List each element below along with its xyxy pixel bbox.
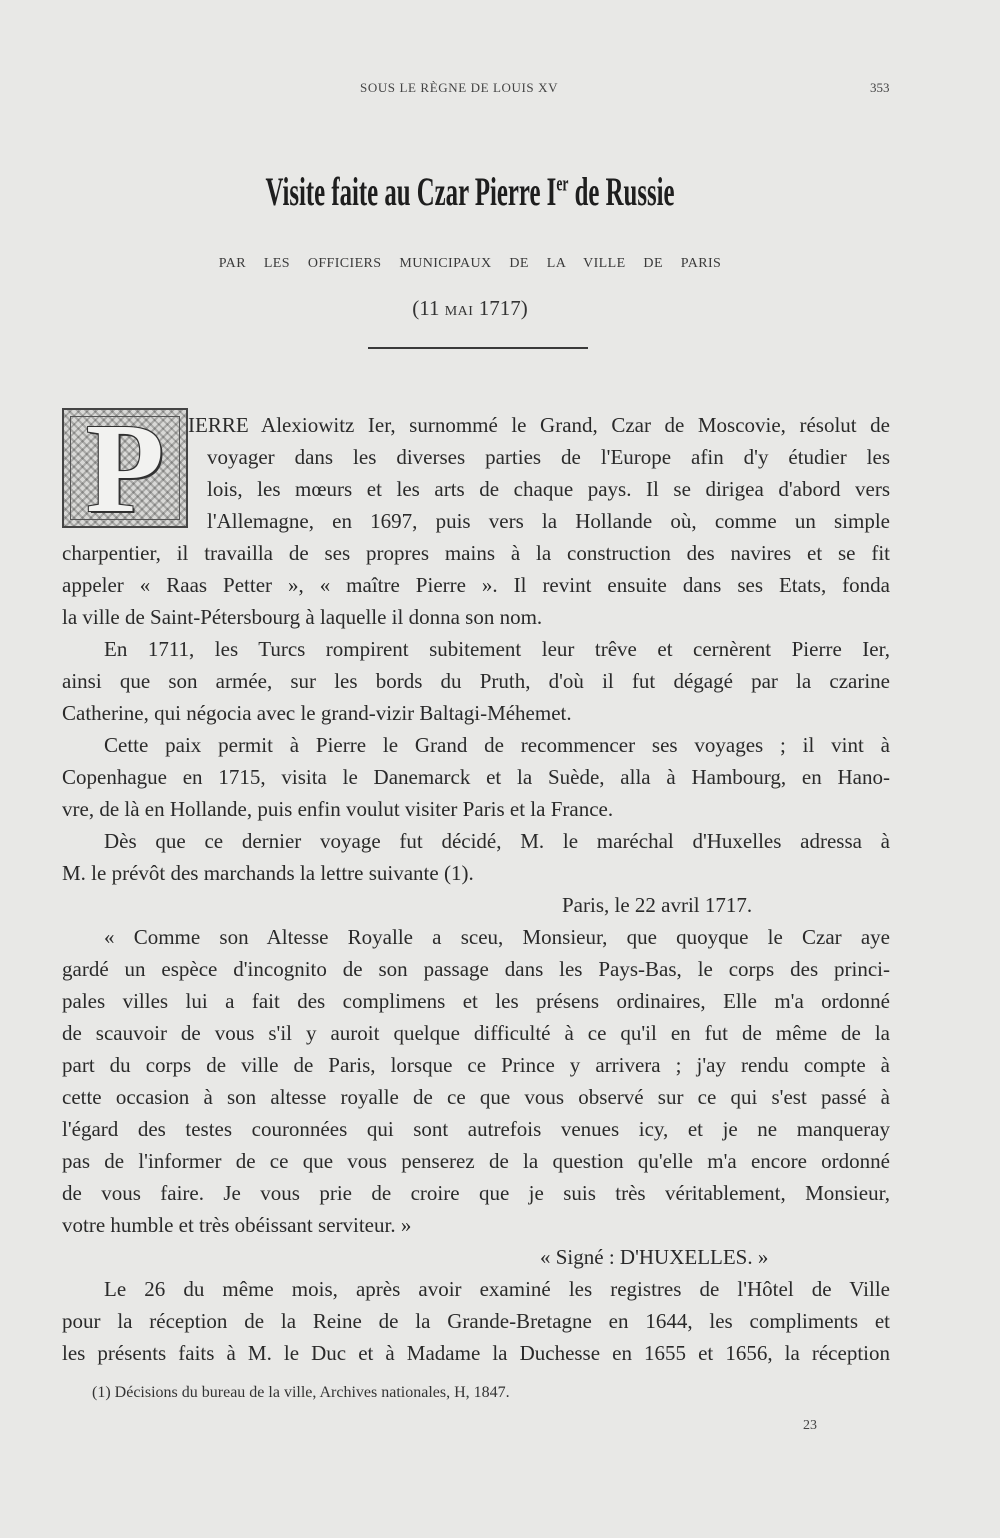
chapter-date [0,296,940,321]
body-line: lois, les mœurs et les arts de chaque pays. Il se dirigea d'abord vers [207,477,890,501]
body-line: IERRE Alexiowitz Ier, surnommé le Grand, Czar de Moscovie, résolut de [188,413,890,437]
body-line: la ville de Saint-Pétersbourg à laquelle il donna son nom. [62,605,543,629]
ornamental-dropcap [62,408,188,528]
title-rule [368,347,588,349]
title-main: Visite faite au Czar Pierre I [265,169,557,214]
body-line: l'égard des testes couronnées qui sont autrefois venues icy, et je ne manqueray [62,1117,890,1141]
body-line: pour la réception de la Reine de la Grande-Bretagne en 1644, les compliments et [62,1309,890,1333]
body-line: « Comme son Altesse Royalle a sceu, Monsieur, que quoyque le Czar aye [104,925,890,949]
body-line: de vous faire. Je vous prie de croire que je suis très véritablement, Monsieur, [62,1181,890,1205]
body-line: voyager dans les diverses parties de l'Europe afin d'y étudier les [207,445,890,469]
body-line: charpentier, il travailla de ses propres mains à la construction des navires et se fit [62,541,890,565]
signature-mark: 23 [803,1418,817,1433]
chapter-subtitle: PAR LES OFFICIERS MUNICIPAUX DE LA VILLE DE PARIS [218,256,722,271]
body-line: cette occasion à son altesse royalle de ce que vous observé sur ce qui s'est passé à [62,1085,890,1109]
body-line: gardé un espèce d'incognito de son passage dans les Pays-Bas, le corps des princi- [62,957,890,981]
body-line: Cette paix permit à Pierre le Grand de recommencer ses voyages ; il vint à [104,733,890,757]
body-line: appeler « Raas Petter », « maître Pierre ». Il revint ensuite dans ses Etats, fonda [62,573,890,597]
body-line: votre humble et très obéissant serviteur. » [62,1213,412,1237]
body-line: Copenhague en 1715, visita le Danemarck et la Suède, alla à Hambourg, en Hano- [62,765,890,789]
page-number: 353 [870,80,890,95]
body-line: Catherine, qui négocia avec le grand-vizir Baltagi-Méhemet. [62,701,572,725]
body-line: de scauvoir de vous s'il y auroit quelque difficulté à ce qu'il en fut de même de la [62,1021,890,1045]
body-line: part du corps de ville de Paris, lorsque ce Prince y arrivera ; j'ay rendu compte à [62,1053,890,1077]
title-superscript: er [556,170,569,196]
body-line: l'Allemagne, en 1697, puis vers la Hollande où, comme un simple [207,509,890,533]
body-line: les présents faits à M. le Duc et à Madame la Duchesse en 1655 et 1656, la réception [62,1341,890,1365]
body-line: ainsi que son armée, sur les bords du Pruth, d'où il fut dégagé par la czarine [62,669,890,693]
date-month: MAI [444,304,474,319]
title-tail: de Russie [568,169,675,214]
date-close: 1717) [473,296,528,320]
body-line: pales villes lui a fait des complimens et les présens ordinaires, Elle m'a ordonné [62,989,890,1013]
body-line: M. le prévôt des marchands la lettre suivante (1). [62,861,474,885]
letter-signature: « Signé : D'HUXELLES. » [540,1245,769,1269]
body-line: vre, de là en Hollande, puis enfin voulut visiter Paris et la France. [62,797,614,821]
body-line: Dès que ce dernier voyage fut décidé, M. le maréchal d'Huxelles adressa à [104,829,890,853]
body-line: En 1711, les Turcs rompirent subitement leur trêve et cernèrent Pierre Ier, [104,637,890,661]
running-head: SOUS LE RÈGNE DE LOUIS XV [360,80,559,95]
body-line: Le 26 du même mois, après avoir examiné les registres de l'Hôtel de Ville [104,1277,890,1301]
body-line: pas de l'informer de ce que vous penserez de la question qu'elle m'a encore ordonné [62,1149,890,1173]
letter-dateline: Paris, le 22 avril 1717. [562,893,753,917]
footnote: (1) Décisions du bureau de la ville, Archives nationales, H, 1847. [92,1384,510,1401]
date-open: (11 [412,296,445,320]
chapter-title [179,168,762,215]
dropcap-letter: P [85,408,165,528]
